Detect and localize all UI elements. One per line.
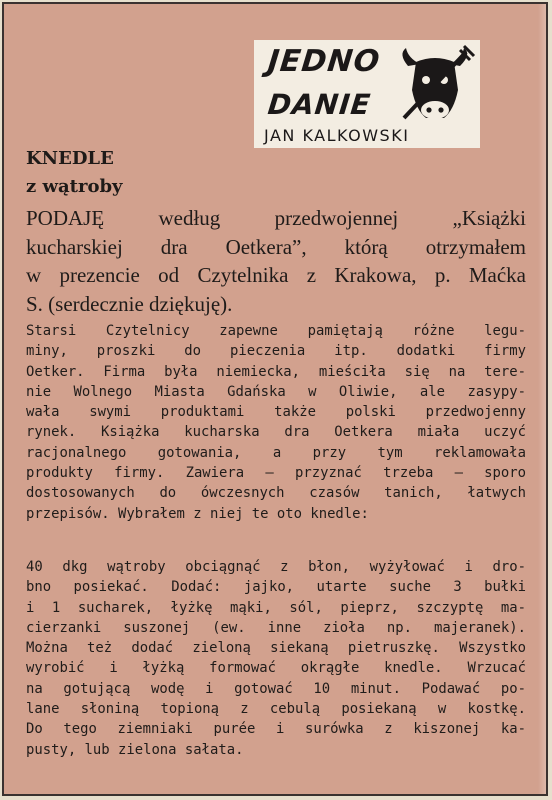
lead-line: w prezencie od Czytelnika z Krakowa, p. Maćka [26,263,526,287]
body-line: wała swymi produktami także polski przedwojenny [26,404,526,421]
article-lead [26,204,526,318]
recipe-line: 40 dkg wątroby obciągnąć z błon, wyżyłować i dro- [26,559,526,575]
lead-line: kucharskiej dra Oetkera”, którą otrzymałem [26,234,526,259]
body-line: racjonalnego gotowania, a przy tym reklamowała [26,444,526,461]
logo-line-2: DANIE [266,88,373,121]
recipe-line: bno posiekać. Dodać: jajko, utarte suche 3 bułki [26,579,526,596]
lead-line: PODAJĘ według przedwojennej „Książki [26,206,526,230]
recipe-line: pusty, lub zielona sałata. [26,741,244,758]
article-title: KNEDLE [26,148,114,169]
recipe-line: i 1 sucharek, łyżkę mąki, sól, pieprz, szczyptę ma- [26,599,526,616]
body-line: nie Wolnego Miasta Gdańska w Oliwie, ale zasypy- [26,383,526,400]
article-recipe [26,557,526,760]
cow-with-fork-icon [394,44,476,126]
recipe-line: lane słoniną topioną z cebulą posiekaną w kostkę. [26,701,526,718]
recipe-line: na gotującą wodę i gotować 10 minut. Podawać po- [26,680,526,697]
body-line: Oetker. Firma była niemiecka, mieściła się na tere- [26,363,526,380]
column-logo [254,40,480,148]
body-line: miny, proszki do pieczenia itp. dodatki firmy [26,343,526,360]
recipe-line: cierzanki suszonej (ew. inne zioła np. majeranek). [26,619,526,636]
logo-author: JAN KALKOWSKI [264,126,410,145]
logo-line-1: JEDNO [266,44,383,79]
body-line: rynek. Książka kucharska dra Oetkera miała uczyć [26,424,526,441]
article-body [26,321,526,524]
recipe-line: Można też dodać zieloną siekaną pietruszkę. Wszystko [26,640,526,657]
recipe-line: Do tego ziemniaki purée i surówka z kiszonej ka- [26,721,526,738]
body-line: dostosowanych do ówczesnych czasów tanich, łatwych [26,485,526,502]
lead-line: S. (serdecznie dziękuję). [26,291,233,316]
body-line: produkty firmy. Zawiera — przyznać trzeba — sporo [26,465,526,482]
body-line: Starsi Czytelnicy zapewne pamiętają różne legu- [26,323,526,339]
article-subtitle: z wątroby [26,176,123,197]
recipe-line: wyrobić i łyżką formować okrągłe knedle. Wrzucać [26,660,526,677]
body-line: przepisów. Wybrałem z niej te oto knedle: [26,505,369,522]
